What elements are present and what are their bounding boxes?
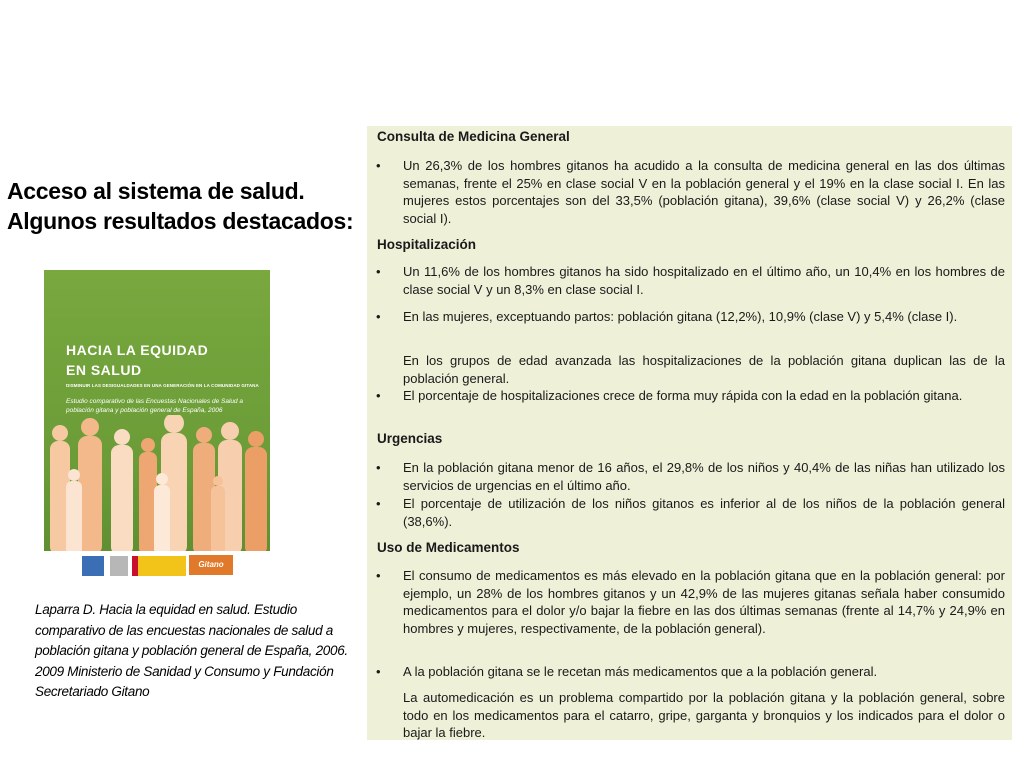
cover-subtitle: DISMINUIR LAS DESIGUALDADES EN UNA GENERACIÓN EN LA COMUNIDAD GITANA <box>66 383 259 388</box>
cover-description: Estudio comparativo de las Encuestas Nacionales de Salud a población gitana y población general de España, 2006 <box>66 398 244 414</box>
figure-caption: Laparra D. Hacia la equidad en salud. Estudio comparativo de las encuestas nacionales de salud a población gitana y población general de España, 2006. 2009 Ministerio de Sanidad y Consumo y Fundación Secretariado Gitano <box>35 602 348 699</box>
cover-footer <box>44 551 270 581</box>
results-panel <box>367 126 1012 740</box>
bullet: • <box>376 158 381 173</box>
list-item-text: En la población gitana menor de 16 años, el 29,8% de los niños y 40,4% de las niñas han utilizado los servicios de urgencias en el último año. <box>403 460 1005 493</box>
bullet: • <box>376 664 381 679</box>
list-item-text: Un 26,3% de los hombres gitanos ha acudido a la consulta de medicina general en las dos últimas semanas, frente el 25% en clase social V en la población general y el 19% en la clase social I. En las mujeres estos porcentajes son del 33,5% (población gitana), 39,6% (clase social V) y 26,2% (clase social I). <box>403 158 1005 226</box>
list-item-text: El porcentaje de utilización de los niños gitanos es inferior al de los niños de la población general (38,6%). <box>403 496 1005 529</box>
people-silhouettes-illustration <box>44 415 270 555</box>
list-item-text: Un 11,6% de los hombres gitanos ha sido hospitalizado en el último año, un 10,4% en los hombres de clase social V y un 8,3% en clase social I. <box>403 264 1005 297</box>
slide-title <box>7 176 369 236</box>
bullet: • <box>376 264 381 279</box>
cover-title-line-1: HACIA LA EQUIDAD <box>66 342 209 358</box>
cover-title <box>66 340 266 380</box>
logo-3 <box>132 556 186 576</box>
bullet: • <box>376 309 381 324</box>
list-item-text: En las mujeres, exceptuando partos: población gitana (12,2%), 10,9% (clase V) y 5,4% (clase I). <box>403 309 958 324</box>
section-heading-hospitalizacion: Hospitalización <box>377 237 477 252</box>
bullet: • <box>376 568 381 583</box>
list-item-text: El porcentaje de hospitalizaciones crece de forma muy rápida con la edad en la población gitana. <box>403 388 963 403</box>
section-heading-medicamentos: Uso de Medicamentos <box>377 540 520 555</box>
book-cover <box>44 270 270 581</box>
bullet: • <box>376 460 381 475</box>
bullet: • <box>376 496 381 511</box>
section-heading-urgencias: Urgencias <box>377 431 443 446</box>
logo-gitano: Gitano <box>189 555 233 575</box>
cover-title-line-2: EN SALUD <box>66 362 142 378</box>
logo-1 <box>82 556 104 576</box>
paragraph: En los grupos de edad avanzada las hospitalizaciones de la población gitana duplican las de la población general. <box>403 353 1005 386</box>
paragraph: La automedicación es un problema compartido por la población gitana y la población general, sobre todo en los medicamentos para el catarro, gripe, garganta y bronquios y los indicados para el dolor o bajar la fiebre. <box>403 690 1005 740</box>
logo-2 <box>110 556 128 576</box>
list-item-text: El consumo de medicamentos es más elevado en la población gitana que en la población general: por ejemplo, un 28% de los hombres gitanos y un 42,9% de las mujeres gitanas señala haber consumido medicamentos para el dolor y/o bajar la fiebre en las dos últimas semanas (frente al 14,7% y 24,9% en hombres y mujeres, respectivamente, de la población general). <box>403 568 1005 636</box>
slide-title-line-2: Algunos resultados destacados: <box>7 208 354 234</box>
section-heading-consulta: Consulta de Medicina General <box>377 129 570 144</box>
bullet: • <box>376 388 381 403</box>
slide-title-line-1: Acceso al sistema de salud. <box>7 178 305 204</box>
list-item-text: A la población gitana se le recetan más medicamentos que a la población general. <box>403 664 878 679</box>
